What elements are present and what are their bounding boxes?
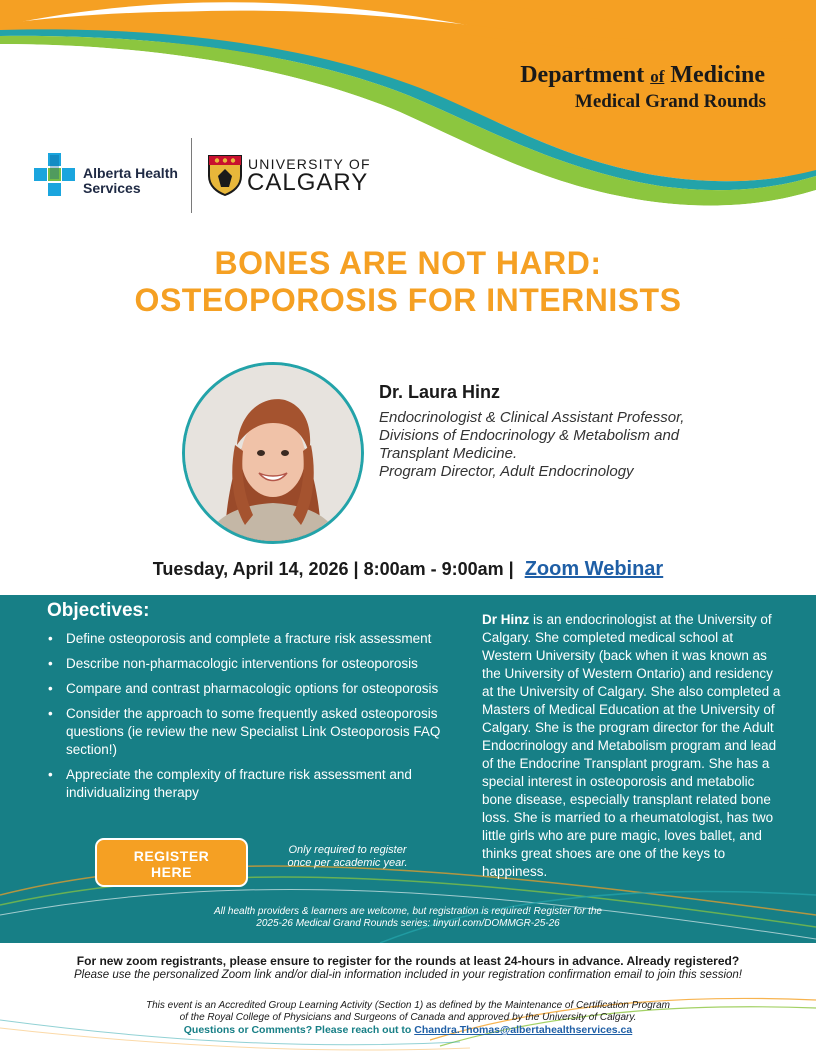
bullet-icon: • [48, 767, 53, 782]
zoom-webinar-link[interactable]: Zoom Webinar [524, 558, 664, 580]
welcome-note-line2: 2025-26 Medical Grand Rounds series: tinyurl.com/DOMMGR-25-26 [256, 918, 560, 929]
accreditation-statement [100, 1000, 716, 1023]
uc-logo-big-text: CALGARY [247, 169, 369, 196]
department-subtitle: Medical Grand Rounds [574, 91, 766, 112]
objectives-heading: Objectives: [47, 600, 150, 621]
objectives-list [46, 630, 466, 809]
speaker-name: Dr. Laura Hinz [379, 382, 501, 402]
welcome-note [120, 906, 696, 930]
bio-name: Dr Hinz [482, 612, 530, 627]
event-datetime-line [0, 558, 816, 581]
zoom-registration-notice: For new zoom registrants, please ensure to register for the rounds at least 24-hours in advance. Already registered? [76, 954, 740, 968]
register-here-button[interactable] [95, 838, 248, 887]
objective-item: • Consider the approach to some frequently asked osteoporosis questions (ie review the new Specialist Link Osteoporosis FAQ section!) [48, 706, 441, 757]
speaker-photo-illustration [185, 365, 361, 541]
welcome-note-line1: All health providers & learners are welcome, but registration is required! Register for the [214, 906, 602, 917]
ahs-logo-line1: Alberta Health [83, 165, 178, 181]
contact-line [0, 1024, 816, 1036]
event-datetime: Tuesday, April 14, 2026 | 8:00am - 9:00am | [152, 559, 519, 579]
zoom-link-notice: Please use the personalized Zoom link and/or dial-in information included in your registration confirmation email to join this session! [74, 969, 742, 981]
speaker-portrait [182, 362, 364, 544]
bullet-icon: • [48, 706, 53, 721]
register-note-line2: once per academic year. [287, 857, 408, 869]
bullet-icon: • [48, 681, 53, 696]
talk-title-line2: OSTEOPOROSIS FOR INTERNISTS [134, 282, 682, 318]
bullet-icon: • [48, 656, 53, 671]
speaker-bio [482, 611, 782, 881]
objective-item: • Compare and contrast pharmacologic options for osteoporosis [48, 681, 439, 696]
uc-logo-small-text: UNIVERSITY OF [248, 156, 371, 172]
speaker-role-line: Divisions of Endocrinology & Metabolism and [379, 427, 680, 444]
department-title: Department of Medicine [520, 62, 765, 88]
speaker-roles [379, 409, 684, 481]
bullet-icon: • [48, 631, 53, 646]
register-button-line2: HERE [151, 864, 192, 880]
speaker-role-line: Endocrinologist & Clinical Assistant Professor, [379, 409, 685, 426]
ahs-logo-wordmark [83, 166, 178, 196]
uc-crest-icon [207, 154, 243, 196]
speaker-role-line: Transplant Medicine. [379, 445, 518, 462]
contact-email-link[interactable]: Chandra.Thomas@albertahealthservices.ca [414, 1024, 633, 1036]
talk-title-line1: BONES ARE NOT HARD: [214, 245, 602, 281]
ahs-logo-line2: Services [83, 180, 141, 196]
talk-title [0, 245, 816, 319]
register-note [270, 844, 425, 870]
bio-text: is an endocrinologist at the University of Calgary. She completed medical school at Western University (back when it was known as the University of Western Ontario) and residency at the University of Calgary. She also completed a Masters of Medical Education at the University of Calgary. She is the program director for the Adult Endocrinology and Metabolism program and lead of the Endocrine Transplant program. She has a special interest in osteoporosis and metabolic bone disease, especially transplant related bone loss. She is married to a rheumatologist, has two little girls who are pure magic, loves ballet, and thinks great shoes are one of the keys to happiness. [482, 612, 781, 879]
ahs-cross-logo-icon [34, 153, 78, 197]
accreditation-line1: This event is an Accredited Group Learning Activity (Section 1) as defined by the Maintenance of Certification Program [146, 1000, 670, 1011]
objective-item: • Define osteoporosis and complete a fracture risk assessment [48, 631, 432, 646]
register-button-line1: REGISTER [133, 848, 210, 864]
contact-prefix: Questions or Comments? Please reach out to [183, 1024, 415, 1036]
accreditation-line2: of the Royal College of Physicians and Surgeons of Canada and approved by the University of Calgary. [179, 1011, 637, 1023]
register-note-line1: Only required to register [288, 844, 407, 856]
speaker-role-line: Program Director, Adult Endocrinology [379, 463, 634, 480]
objective-item: • Appreciate the complexity of fracture risk assessment and individualizing therapy [48, 767, 412, 800]
objective-item: • Describe non-pharmacologic interventions for osteoporosis [48, 656, 418, 671]
logo-divider [191, 138, 192, 213]
